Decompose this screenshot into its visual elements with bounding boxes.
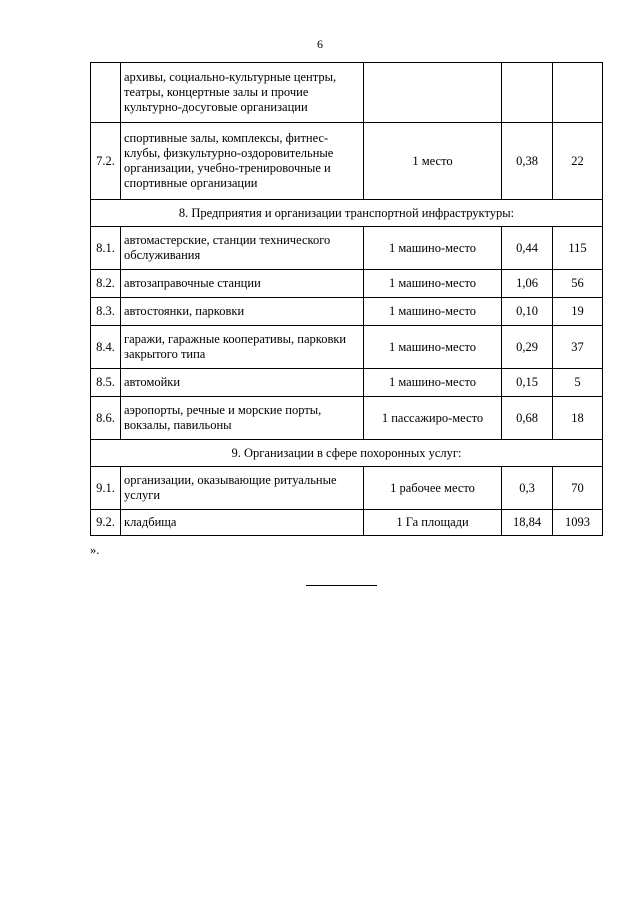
facility-type: автомастерские, станции технического обслуживания [121, 227, 364, 270]
row-number: 9.2. [91, 510, 121, 536]
measurement-unit: 1 место [364, 123, 502, 200]
measurement-unit: 1 машино-место [364, 326, 502, 369]
norm-value: 18,84 [502, 510, 553, 536]
measurement-unit: 1 Га площади [364, 510, 502, 536]
measurement-unit: 1 пассажиро-место [364, 397, 502, 440]
norm-value: 0,3 [502, 467, 553, 510]
norm-value: 1,06 [502, 270, 553, 298]
section-title: 9. Организации в сфере похоронных услуг: [91, 440, 603, 467]
facility-type: автомойки [121, 369, 364, 397]
norms-table [90, 62, 603, 536]
facility-type: организации, оказывающие ритуальные услуги [121, 467, 364, 510]
facility-type: аэропорты, речные и морские порты, вокзалы, павильоны [121, 397, 364, 440]
table-row [91, 298, 603, 326]
table-row [91, 510, 603, 536]
facility-type: кладбища [121, 510, 364, 536]
row-number: 8.5. [91, 369, 121, 397]
table-row [91, 63, 603, 123]
facility-type: автостоянки, парковки [121, 298, 364, 326]
facility-type: спортивные залы, комплексы, фитнес-клубы, физкультурно-оздоровительные организации, учебно-тренировочные и спортивные организации [121, 123, 364, 200]
norm-value: 0,29 [502, 326, 553, 369]
quantity-value: 18 [553, 397, 603, 440]
table-row [91, 227, 603, 270]
quantity-value [553, 63, 603, 123]
facility-type: гаражи, гаражные кооперативы, парковки закрытого типа [121, 326, 364, 369]
table-row [91, 270, 603, 298]
table-row [91, 326, 603, 369]
measurement-unit: 1 рабочее место [364, 467, 502, 510]
row-number: 8.4. [91, 326, 121, 369]
closing-quote-mark: ». [90, 543, 100, 557]
norm-value: 0,38 [502, 123, 553, 200]
quantity-value: 37 [553, 326, 603, 369]
quantity-value: 22 [553, 123, 603, 200]
row-number: 7.2. [91, 123, 121, 200]
row-number [91, 63, 121, 123]
table-row [91, 397, 603, 440]
norm-value: 0,10 [502, 298, 553, 326]
norm-value [502, 63, 553, 123]
row-number: 8.6. [91, 397, 121, 440]
row-number: 8.1. [91, 227, 121, 270]
section-title: 8. Предприятия и организации транспортной инфраструктуры: [91, 200, 603, 227]
row-number: 8.2. [91, 270, 121, 298]
row-number: 8.3. [91, 298, 121, 326]
measurement-unit: 1 машино-место [364, 270, 502, 298]
table-row [91, 467, 603, 510]
section-row [91, 440, 603, 467]
quantity-value: 19 [553, 298, 603, 326]
quantity-value: 115 [553, 227, 603, 270]
norm-value: 0,44 [502, 227, 553, 270]
page-number: 6 [317, 37, 323, 51]
table-row [91, 123, 603, 200]
measurement-unit: 1 машино-место [364, 298, 502, 326]
quantity-value: 1093 [553, 510, 603, 536]
norm-value: 0,15 [502, 369, 553, 397]
facility-type: автозаправочные станции [121, 270, 364, 298]
measurement-unit: 1 машино-место [364, 227, 502, 270]
facility-type: архивы, социально-культурные центры, театры, концертные залы и прочие культурно-досуговые организации [121, 63, 364, 123]
quantity-value: 5 [553, 369, 603, 397]
norm-value: 0,68 [502, 397, 553, 440]
table-row [91, 369, 603, 397]
end-divider-line [306, 585, 377, 586]
quantity-value: 56 [553, 270, 603, 298]
section-row [91, 200, 603, 227]
norms-table-body [91, 63, 603, 536]
measurement-unit [364, 63, 502, 123]
row-number: 9.1. [91, 467, 121, 510]
quantity-value: 70 [553, 467, 603, 510]
measurement-unit: 1 машино-место [364, 369, 502, 397]
